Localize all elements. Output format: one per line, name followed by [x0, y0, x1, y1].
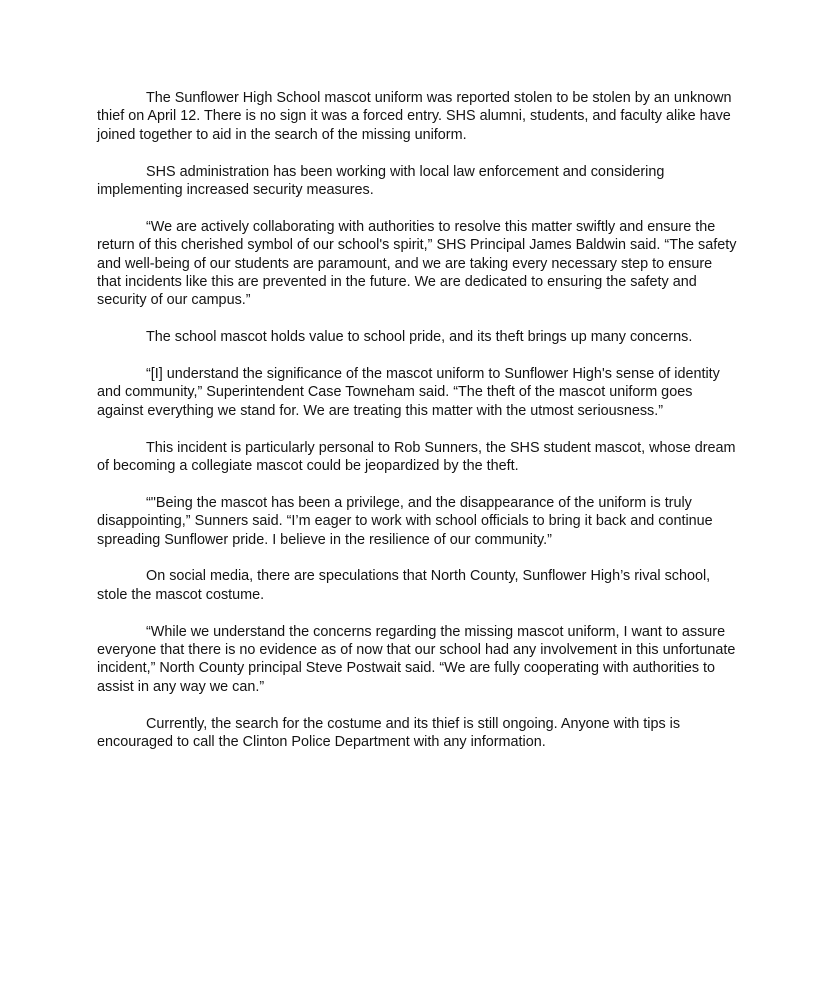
paragraph-administration: SHS administration has been working with local law enforcement and considering implementing increased security measures. [97, 163, 665, 199]
paragraph-mascot-student: This incident is particularly personal to Rob Sunners, the SHS student mascot, whose dream of becoming a collegiate mascot could be jeopardized by the theft. [97, 439, 736, 475]
paragraph-stolen-report: The Sunflower High School mascot uniform was reported stolen to be stolen by an unknown thief on April 12. There is no sign it was a forced entry. SHS alumni, students, and faculty alike have joined together to aid in the search of the missing uniform. [97, 90, 732, 143]
paragraph-school-pride: The school mascot holds value to school pride, and its theft brings up many concerns. [146, 329, 693, 346]
paragraph-rival-principal-quote: “While we understand the concerns regarding the missing mascot uniform, I want to assure everyone that there is no evidence as of now that our school had any involvement in this unfortunate incident,” North County principal Steve Postwait said. “We are fully cooperating with authorities to assist in any way we can.” [97, 623, 736, 695]
paragraph-mascot-quote: “"Being the mascot has been a privilege, and the disappearance of the uniform is truly disappointing,” Sunners said. “I’m eager to work with school officials to bring it back and continue spreading Sunflower pride. I believe in the resilience of our community.” [97, 494, 713, 548]
paragraph-principal-quote: “We are actively collaborating with authorities to resolve this matter swiftly and ensure the return of this cherished symbol of our school's spirit,” SHS Principal James Baldwin said. “The safety and well-being of our students are paramount, and we are taking every necessary step to ensure that incidents like this are prevented in the future. We are dedicated to ensuring the safety and security of our campus.” [97, 218, 737, 309]
article-body [97, 89, 737, 770]
paragraph-superintendent-quote: “[I] understand the significance of the mascot uniform to Sunflower High's sense of identity and community,” Superintendent Case Towneham said. “The theft of the mascot uniform goes against everything we stand for. We are treating this matter with the utmost seriousness.” [97, 366, 720, 419]
paragraph-search-ongoing: Currently, the search for the costume and its thief is still ongoing. Anyone with tips is encouraged to call the Clinton Police Department with any information. [97, 715, 681, 751]
paragraph-social-media: On social media, there are speculations that North County, Sunflower High’s rival school, stole the mascot costume. [97, 568, 711, 603]
